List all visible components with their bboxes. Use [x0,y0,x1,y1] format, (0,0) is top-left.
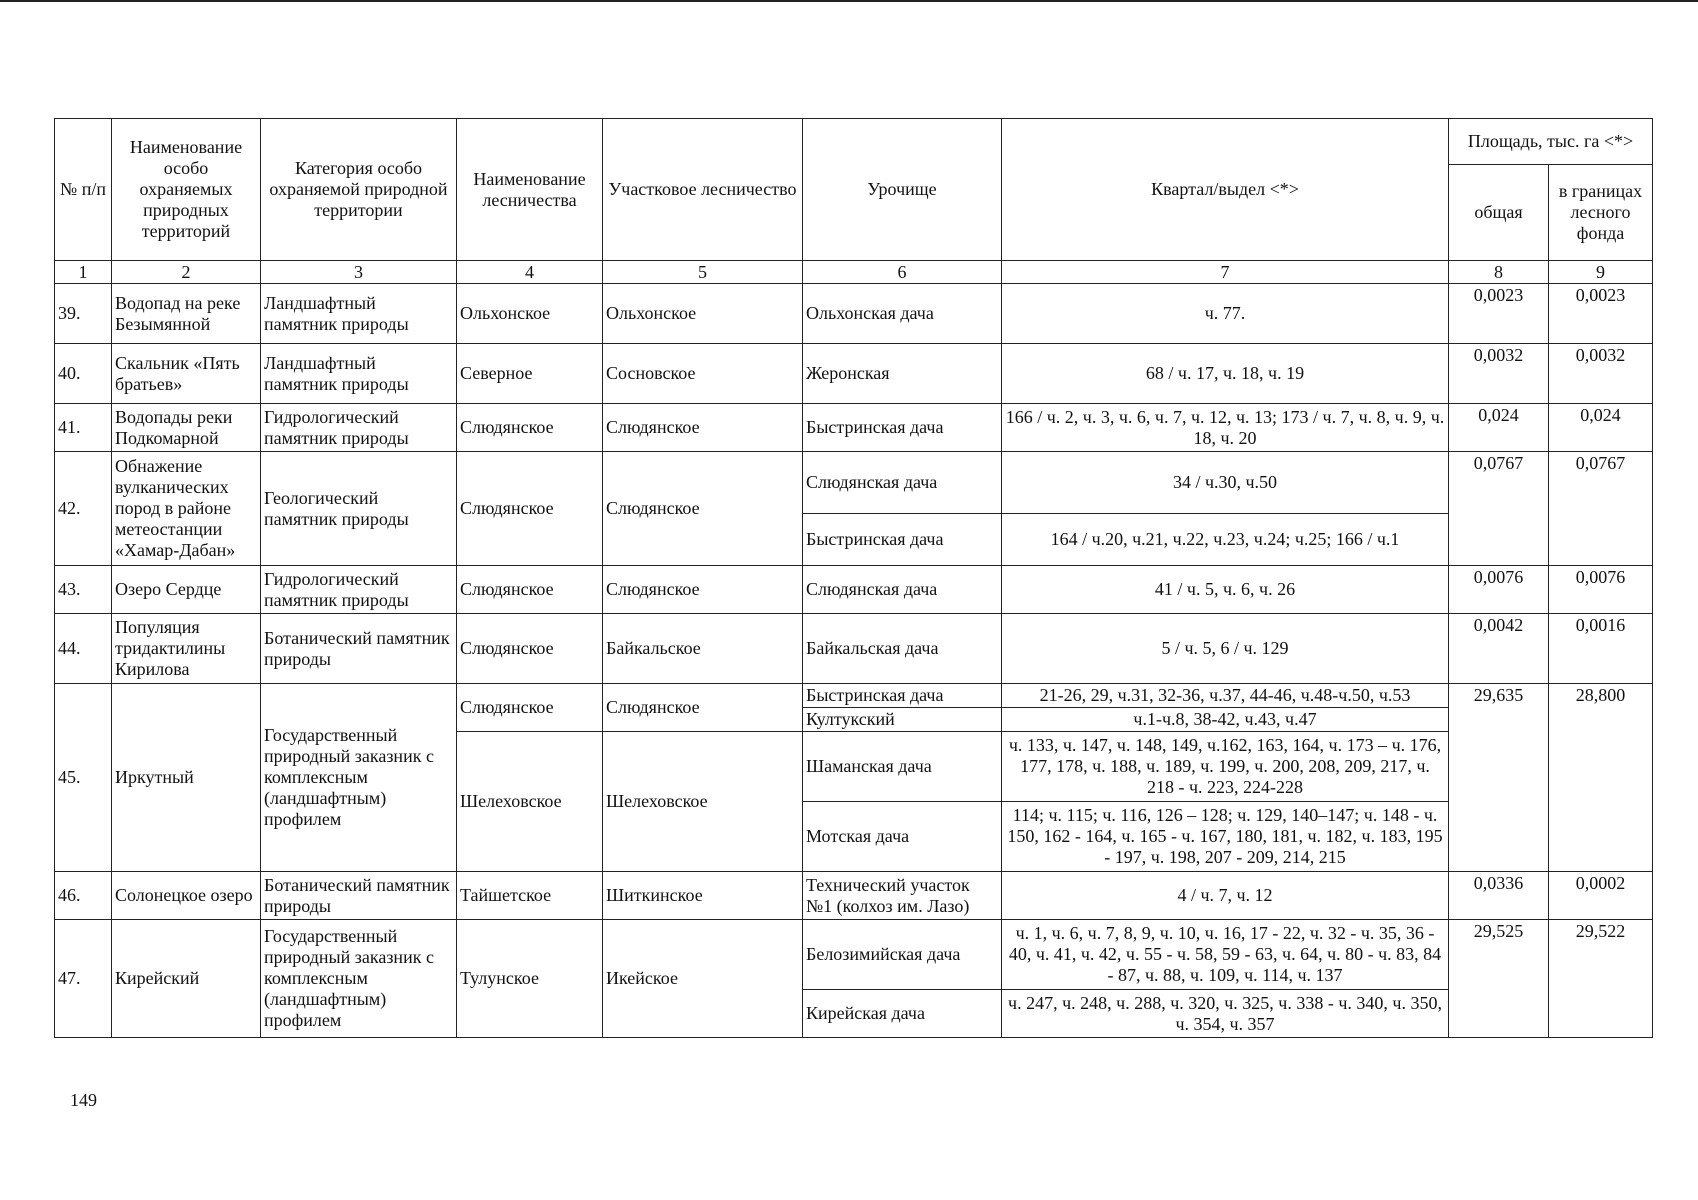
district-forestry: Слюдянское [603,566,803,614]
area-category: Ландшафтный памятник природы [261,284,457,344]
quarter: ч. 1, ч. 6, ч. 7, 8, 9, ч. 10, ч. 16, 17 - 22, ч. 32 - ч. 35, 36 - 40, ч. 41, ч. 42, ч. 55 - ч. 58, 59 - 63, ч. 64, ч. 80 - ч. 83, 84 - 87, ч. 88, ч. 109, ч. 114, ч. 137 [1002,920,1449,990]
area-category: Ботанический памятник природы [261,614,457,684]
tract: Мотская дача [803,802,1002,872]
page-number: 149 [70,1090,97,1110]
protected-areas-table [54,118,1653,1038]
area-name: Озеро Сердце [112,566,261,614]
area-category: Ландшафтный памятник природы [261,344,457,404]
district-forestry: Слюдянское [603,684,803,732]
row-number: 47. [55,920,112,1038]
tract: Слюдянская дача [803,566,1002,614]
area-name: Водопад на реке Безымянной [112,284,261,344]
quarter: 4 / ч. 7, ч. 12 [1002,872,1449,920]
area-total: 0,0767 [1449,452,1549,566]
tract: Технический участок №1 (колхоз им. Лазо) [803,872,1002,920]
area-total: 29,635 [1449,684,1549,872]
area-category: Государственный природный заказник с комплексным (ландшафтным) профилем [261,920,457,1038]
quarter: 68 / ч. 17, ч. 18, ч. 19 [1002,344,1449,404]
quarter: 21-26, 29, ч.31, 32-36, ч.37, 44-46, ч.48-ч.50, ч.53 [1002,684,1449,708]
district-forestry: Слюдянское [603,452,803,566]
header-area: Площадь, тыс. га <*> [1449,119,1653,165]
area-forest: 0,0002 [1549,872,1653,920]
area-forest: 0,0023 [1549,284,1653,344]
header-quarter: Квартал/выдел <*> [1002,119,1449,261]
quarter: ч.1-ч.8, 38-42, ч.43, ч.47 [1002,708,1449,732]
quarter: ч. 77. [1002,284,1449,344]
tract: Кирейская дача [803,990,1002,1038]
district-forestry: Шелеховское [603,732,803,872]
tract: Шаманская дача [803,732,1002,802]
column-number: 4 [457,261,603,284]
district-forestry: Икейское [603,920,803,1038]
column-number: 2 [112,261,261,284]
forestry: Тайшетское [457,872,603,920]
forestry: Тулунское [457,920,603,1038]
area-forest: 0,0032 [1549,344,1653,404]
area-name: Иркутный [112,684,261,872]
quarter: ч. 247, ч. 248, ч. 288, ч. 320, ч. 325, ч. 338 - ч. 340, ч. 350, ч. 354, ч. 357 [1002,990,1449,1038]
area-forest: 0,0767 [1549,452,1653,566]
header-name: Наименование особо охраняемых природных территорий [112,119,261,261]
forestry: Слюдянское [457,614,603,684]
area-category: Геологический памятник природы [261,452,457,566]
header-area-forest: в границах лесного фонда [1549,165,1653,261]
quarter: 34 / ч.30, ч.50 [1002,452,1449,514]
area-total: 0,024 [1449,404,1549,452]
row-number: 42. [55,452,112,566]
column-number: 5 [603,261,803,284]
header-category: Категория особо охраняемой природной территории [261,119,457,261]
area-total: 29,525 [1449,920,1549,1038]
forestry: Слюдянское [457,404,603,452]
district-forestry: Шиткинское [603,872,803,920]
column-number: 9 [1549,261,1653,284]
top-border-line [0,0,1698,2]
header-area-total: общая [1449,165,1549,261]
forestry: Слюдянское [457,684,603,732]
area-total: 0,0032 [1449,344,1549,404]
area-name: Кирейский [112,920,261,1038]
row-number: 46. [55,872,112,920]
tract: Белозимийская дача [803,920,1002,990]
area-name: Водопады реки Подкомарной [112,404,261,452]
row-number: 45. [55,684,112,872]
area-total: 0,0042 [1449,614,1549,684]
area-total: 0,0023 [1449,284,1549,344]
table-row [55,684,1653,708]
area-category: Гидрологический памятник природы [261,566,457,614]
row-number: 41. [55,404,112,452]
row-number: 39. [55,284,112,344]
row-number: 43. [55,566,112,614]
header-forestry: Наименование лесничества [457,119,603,261]
area-forest: 28,800 [1549,684,1653,872]
area-forest: 0,0016 [1549,614,1653,684]
forestry: Слюдянское [457,452,603,566]
header-district-forestry: Участковое лесничество [603,119,803,261]
district-forestry: Байкальское [603,614,803,684]
quarter: 5 / ч. 5, 6 / ч. 129 [1002,614,1449,684]
area-total: 0,0336 [1449,872,1549,920]
district-forestry: Слюдянское [603,404,803,452]
header-number: № п/п [55,119,112,261]
quarter: 114; ч. 115; ч. 116, 126 – 128; ч. 129, 140–147; ч. 148 - ч. 150, 162 - 164, ч. 165 - ч. 167, 180, 181, ч. 182, ч. 183, 195 - 197, ч. 198, 207 - 209, 214, 215 [1002,802,1449,872]
area-category: Гидрологический памятник природы [261,404,457,452]
tract: Быстринская дача [803,514,1002,566]
tract: Байкальская дача [803,614,1002,684]
forestry: Северное [457,344,603,404]
district-forestry: Сосновское [603,344,803,404]
row-number: 44. [55,614,112,684]
forestry: Шелеховское [457,732,603,872]
tract: Жеронская [803,344,1002,404]
quarter: 166 / ч. 2, ч. 3, ч. 6, ч. 7, ч. 12, ч. 13; 173 / ч. 7, ч. 8, ч. 9, ч. 18, ч. 20 [1002,404,1449,452]
quarter: ч. 133, ч. 147, ч. 148, 149, ч.162, 163, 164, ч. 173 – ч. 176, 177, 178, ч. 188, ч. 189, ч. 199, ч. 200, 208, 209, 217, ч. 218 - ч. 223, 224-228 [1002,732,1449,802]
table-row [55,344,1653,404]
tract: Култукский [803,708,1002,732]
column-number: 8 [1449,261,1549,284]
area-name: Популяция тридактилины Кирилова [112,614,261,684]
area-forest: 0,0076 [1549,566,1653,614]
row-number: 40. [55,344,112,404]
forestry: Слюдянское [457,566,603,614]
tract: Быстринская дача [803,404,1002,452]
area-name: Обнажение вулканических пород в районе метеостанции «Хамар-Дабан» [112,452,261,566]
district-forestry: Ольхонское [603,284,803,344]
table-row [55,566,1653,614]
area-name: Солонецкое озеро [112,872,261,920]
tract: Ольхонская дача [803,284,1002,344]
table-row [55,614,1653,684]
column-number: 1 [55,261,112,284]
table-row [55,452,1653,514]
area-forest: 0,024 [1549,404,1653,452]
table-row [55,872,1653,920]
quarter: 41 / ч. 5, ч. 6, ч. 26 [1002,566,1449,614]
area-category: Ботанический памятник природы [261,872,457,920]
table-row [55,920,1653,990]
tract: Быстринская дача [803,684,1002,708]
quarter: 164 / ч.20, ч.21, ч.22, ч.23, ч.24; ч.25; 166 / ч.1 [1002,514,1449,566]
area-name: Скальник «Пять братьев» [112,344,261,404]
column-number: 6 [803,261,1002,284]
area-forest: 29,522 [1549,920,1653,1038]
area-total: 0,0076 [1449,566,1549,614]
tract: Слюдянская дача [803,452,1002,514]
forestry: Ольхонское [457,284,603,344]
area-category: Государственный природный заказник с комплексным (ландшафтным) профилем [261,684,457,872]
column-number: 3 [261,261,457,284]
table-row [55,404,1653,452]
table-row [55,284,1653,344]
column-number: 7 [1002,261,1449,284]
header-tract: Урочище [803,119,1002,261]
